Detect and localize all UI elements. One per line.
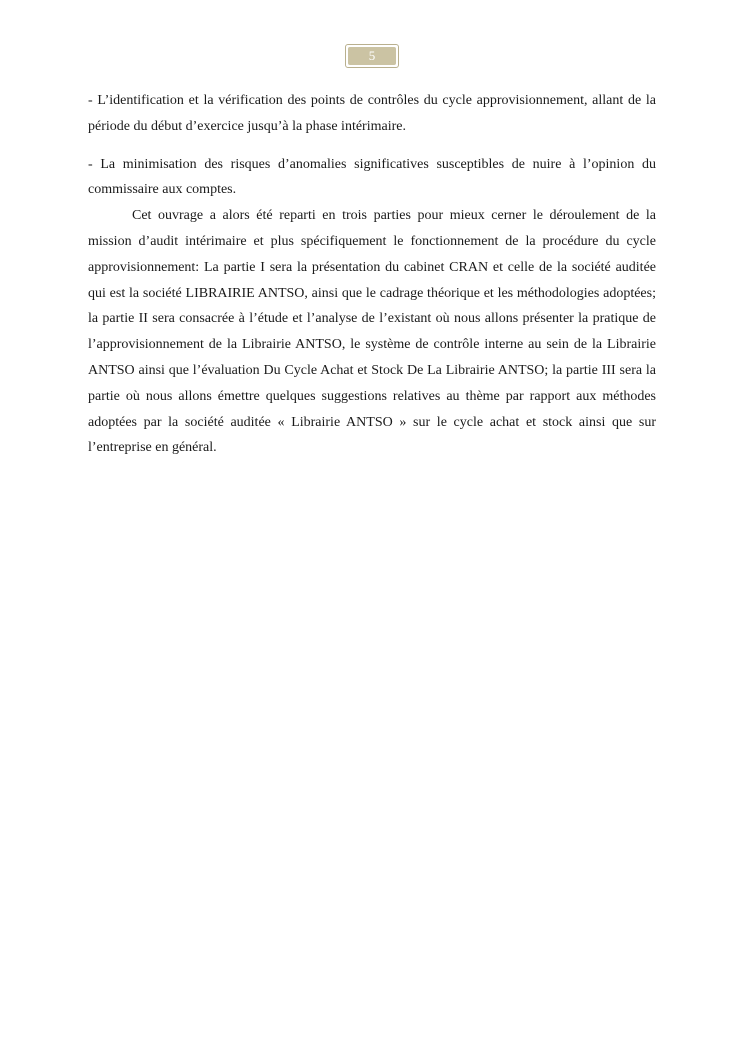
page-number-badge bbox=[345, 44, 399, 68]
bullet-paragraph-minimisation: - La minimisation des risques d’anomalies significatives susceptibles de nuire à l’opinion du commissaire aux comptes. bbox=[88, 156, 656, 198]
document-body bbox=[88, 88, 656, 461]
body-paragraph-structure: Cet ouvrage a alors été reparti en trois parties pour mieux cerner le déroulement de la mission d’audit intérimaire et plus spécifiquement le fonctionnement de la procédure du cycle approvisionnement: La partie I sera la présentation du cabinet CRAN et celle de la société auditée qui est la société LIBRAIRIE ANTSO, ainsi que le cadrage théorique et les méthodologies adoptées; la partie II sera consacrée à l’étude et l’analyse de l’existant où nous allons présenter la pratique de l’approvisionnement de la Librairie ANTSO, le système de contrôle interne au sein de la Librairie ANTSO ainsi que l’évaluation Du Cycle Achat et Stock De La Librairie ANTSO; la partie III sera la partie où nous allons émettre quelques suggestions relatives au thème par rapport aux méthodes adoptées par la société auditée « Librairie ANTSO » sur le cycle achat et stock ainsi que sur l’entreprise en général. bbox=[88, 208, 656, 456]
bullet-paragraph-identification: - L’identification et la vérification des points de contrôles du cycle approvisionnement, allant de la période du début d’exercice jusqu’à la phase intérimaire. bbox=[88, 93, 656, 134]
page-number: 5 bbox=[348, 47, 396, 65]
